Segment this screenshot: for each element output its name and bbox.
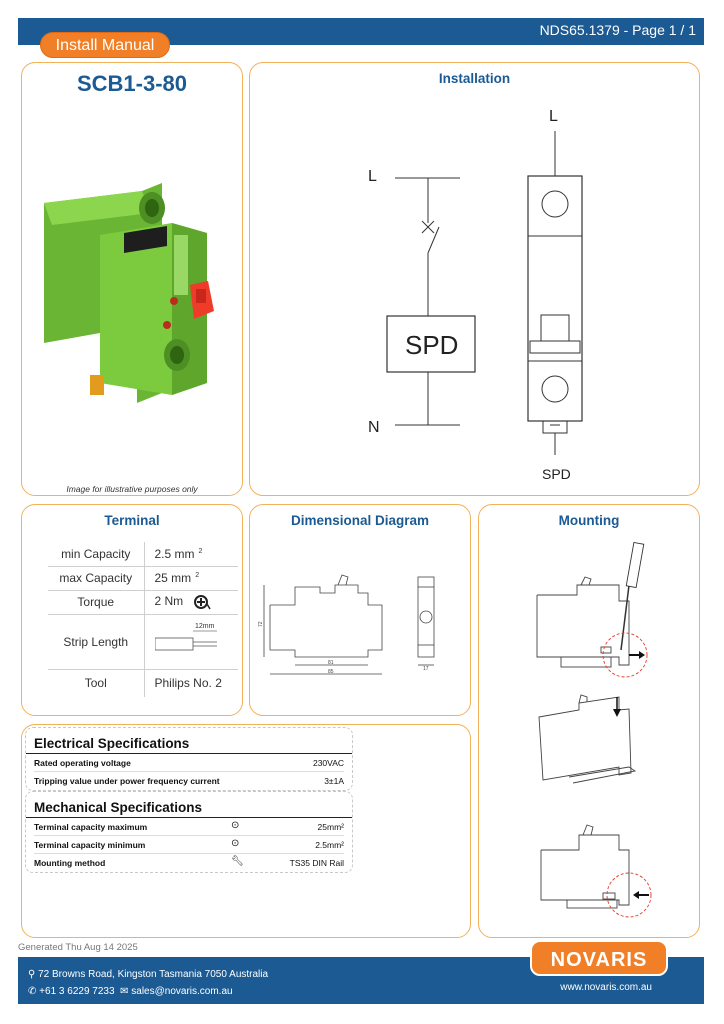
terminal-table xyxy=(48,542,238,697)
spec-row xyxy=(34,754,344,772)
dimensional-panel xyxy=(249,504,471,716)
terminal-icon: ⊙ xyxy=(231,838,240,849)
spec-value: 230VAC xyxy=(312,758,344,768)
min-capacity-label: min Capacity xyxy=(48,542,144,566)
neutral-label: N xyxy=(368,419,380,436)
svg-text:12mm: 12mm xyxy=(194,623,214,630)
document-reference: NDS65.1379 - Page 1 / 1 xyxy=(539,22,696,38)
inner-width-label: 81 xyxy=(328,660,334,666)
mounting-diagram xyxy=(479,505,701,939)
table-row xyxy=(48,614,238,669)
mechanical-specifications xyxy=(25,791,353,873)
address-text: 72 Browns Road, Kingston Tasmania 7050 Australia xyxy=(38,969,269,980)
spec-value: TS35 DIN Rail xyxy=(289,858,344,868)
installation-panel xyxy=(249,62,700,496)
spec-value: 25mm² xyxy=(317,822,344,832)
spec-value: 2.5mm² xyxy=(315,840,344,850)
table-row xyxy=(48,590,238,614)
address-line xyxy=(28,969,268,980)
electrical-specifications xyxy=(25,727,353,791)
installation-title: Installation xyxy=(438,71,511,86)
mechanical-title: Mechanical Specifications xyxy=(26,792,352,818)
spec-label: Tripping value under power frequency current xyxy=(34,776,220,786)
product-name: SCB1-3-80 xyxy=(76,71,188,96)
spec-label: Terminal capacity maximum xyxy=(34,822,148,832)
spec-value: 3±1A xyxy=(324,776,344,786)
wrench-icon: 🔧︎ xyxy=(231,856,244,867)
depth-label: 17 xyxy=(423,666,429,672)
product-panel xyxy=(21,62,243,496)
spec-label: Mounting method xyxy=(34,858,106,868)
line-label-top: L xyxy=(549,108,558,125)
phone-text: +61 3 6229 7233 xyxy=(39,986,115,997)
torque-value: 2 Nm xyxy=(144,590,238,614)
tool-label: Tool xyxy=(48,669,144,697)
max-capacity-label: max Capacity xyxy=(48,566,144,590)
table-row xyxy=(48,566,238,590)
email-link[interactable]: sales@novaris.com.au xyxy=(131,986,233,997)
spec-row xyxy=(34,772,344,790)
wiring-diagram xyxy=(250,63,701,497)
spd-bottom-label: SPD xyxy=(542,466,571,482)
dimensional-title: Dimensional Diagram xyxy=(290,513,430,528)
website-link[interactable]: www.novaris.com.au xyxy=(560,982,652,993)
spec-row xyxy=(34,818,344,836)
spec-label: Rated operating voltage xyxy=(34,758,131,768)
height-label: 72 xyxy=(258,621,264,627)
image-caption: Image for illustrative purposes only xyxy=(66,484,198,494)
strip-length-value xyxy=(144,614,238,669)
dimensional-drawing xyxy=(250,505,472,717)
terminal-title: Terminal xyxy=(104,513,160,528)
install-manual-badge: Install Manual xyxy=(40,32,170,58)
table-row xyxy=(48,669,238,697)
line-label-left: L xyxy=(368,168,377,185)
terminal-panel xyxy=(21,504,243,716)
torque-icon xyxy=(193,594,211,610)
generated-date: Generated Thu Aug 14 2025 xyxy=(18,942,138,953)
mounting-title: Mounting xyxy=(558,513,620,528)
mail-icon: ✉ xyxy=(120,986,129,997)
strip-length-diagram xyxy=(155,620,225,660)
phone-icon: ✆ xyxy=(28,986,37,997)
product-image xyxy=(22,63,244,497)
tool-value: Philips No. 2 xyxy=(154,676,222,691)
spd-box-label: SPD xyxy=(405,330,459,360)
strip-length-label: Strip Length xyxy=(48,614,144,669)
terminal-icon: ⊙ xyxy=(231,820,240,831)
brand-logo: NOVARIS xyxy=(530,940,668,976)
location-pin-icon: ⚲ xyxy=(28,969,36,980)
spec-row xyxy=(34,836,344,854)
spec-row xyxy=(34,854,344,872)
max-capacity-value: 25 mm $^2$ xyxy=(144,566,238,590)
min-capacity-value: 2.5 mm $^2$ xyxy=(144,542,238,566)
table-row xyxy=(48,542,238,566)
specifications-panel xyxy=(21,724,471,938)
mounting-panel xyxy=(478,504,700,938)
contact-line xyxy=(28,986,233,997)
electrical-title: Electrical Specifications xyxy=(26,728,352,754)
outer-width-label: 85 xyxy=(328,669,334,675)
spec-label: Terminal capacity minimum xyxy=(34,840,146,850)
torque-label: Torque xyxy=(48,590,144,614)
